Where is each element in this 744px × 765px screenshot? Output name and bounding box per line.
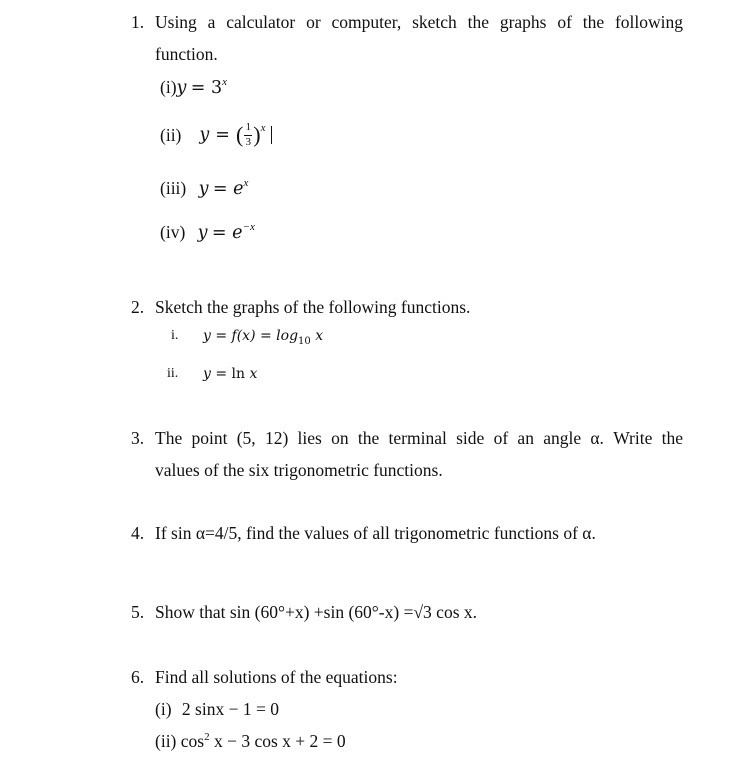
q1-ii-label: (ii) <box>160 124 182 145</box>
q1-i-y: y <box>176 78 187 98</box>
q6-i-expr: 2 sinx − 1 = 0 <box>181 699 279 719</box>
q2-ii-expr-b: x <box>245 366 258 382</box>
q3-number: 3. <box>131 428 145 448</box>
q6-ii-sq: 2 <box>204 731 210 744</box>
q2-text: Sketch the graphs of the following functions. <box>155 297 471 317</box>
q2-ii-expr-a: y = <box>203 366 232 382</box>
q2-ii-label: ii. <box>167 366 179 381</box>
q1-i-eq: = 3 <box>190 78 223 98</box>
q1-part-ii <box>160 122 272 148</box>
q1-ii-y: y <box>199 125 210 146</box>
q4-text: If sin α=4/5, find the values of all trigonometric functions of α. <box>155 523 596 543</box>
q2-i-sub: 10 <box>298 335 311 347</box>
q1-iv-y: y <box>197 223 208 243</box>
q2-i-label: i. <box>171 328 179 343</box>
q1-iv-exp: −x <box>242 221 255 233</box>
q1-iii-exp: x <box>243 177 249 189</box>
q1-part-iii <box>160 177 248 199</box>
q1-line2: function. <box>155 44 218 64</box>
text-cursor <box>271 126 272 144</box>
q1-ii-numerator: 1 <box>245 121 252 133</box>
q1-number: 1. <box>131 12 145 32</box>
q1-part-iv <box>160 221 255 243</box>
q5-text: Show that sin (60°+x) +sin (60°-x) =√3 cos x. <box>155 602 478 622</box>
q1-part-i <box>160 76 227 98</box>
q2-number: 2. <box>131 297 145 317</box>
q4-number: 4. <box>131 523 145 543</box>
q2-i-expr-a: y = f(x) = log <box>203 328 299 344</box>
q3-line1: The point (5, 12) lies on the terminal side of an angle α. Write the <box>155 428 683 448</box>
q1-iii-label: (iii) <box>160 178 187 198</box>
q1-line1: Using a calculator or computer, sketch the graphs of the following <box>155 12 683 32</box>
q6-text: Find all solutions of the equations: <box>155 667 398 687</box>
q1-iv-label: (iv) <box>160 222 186 242</box>
q6-ii-label: (ii) <box>155 731 177 751</box>
q1-i-exp: x <box>222 76 228 88</box>
q6-ii-b: x − 3 cos x + 2 = 0 <box>209 731 346 751</box>
q1-iii-y: y <box>198 179 209 199</box>
q1-ii-exp: x <box>260 122 266 134</box>
q1-ii-eq: = <box>215 125 230 146</box>
q1-ii-fraction: ( 1 3 ) <box>235 121 261 148</box>
q6-i-label: (i) <box>155 699 172 719</box>
q1-ii-denominator: 3 <box>245 135 252 148</box>
q5-number: 5. <box>131 602 145 622</box>
q6-ii-a: cos <box>180 731 205 751</box>
q2-ii-ln: ln <box>231 366 246 382</box>
q2-i-expr-b: x <box>310 328 324 344</box>
q6-number: 6. <box>131 667 145 687</box>
q1-i-label: (i) <box>160 77 177 97</box>
q6-part-i <box>155 699 279 720</box>
q2-part-i <box>203 328 323 347</box>
q2-part-ii <box>203 366 257 382</box>
q3-line2: values of the six trigonometric functions. <box>155 460 443 480</box>
q1-iii-eq: = e <box>212 179 244 199</box>
q1-iv-eq: = e <box>211 223 243 243</box>
q6-part-ii <box>155 731 346 752</box>
